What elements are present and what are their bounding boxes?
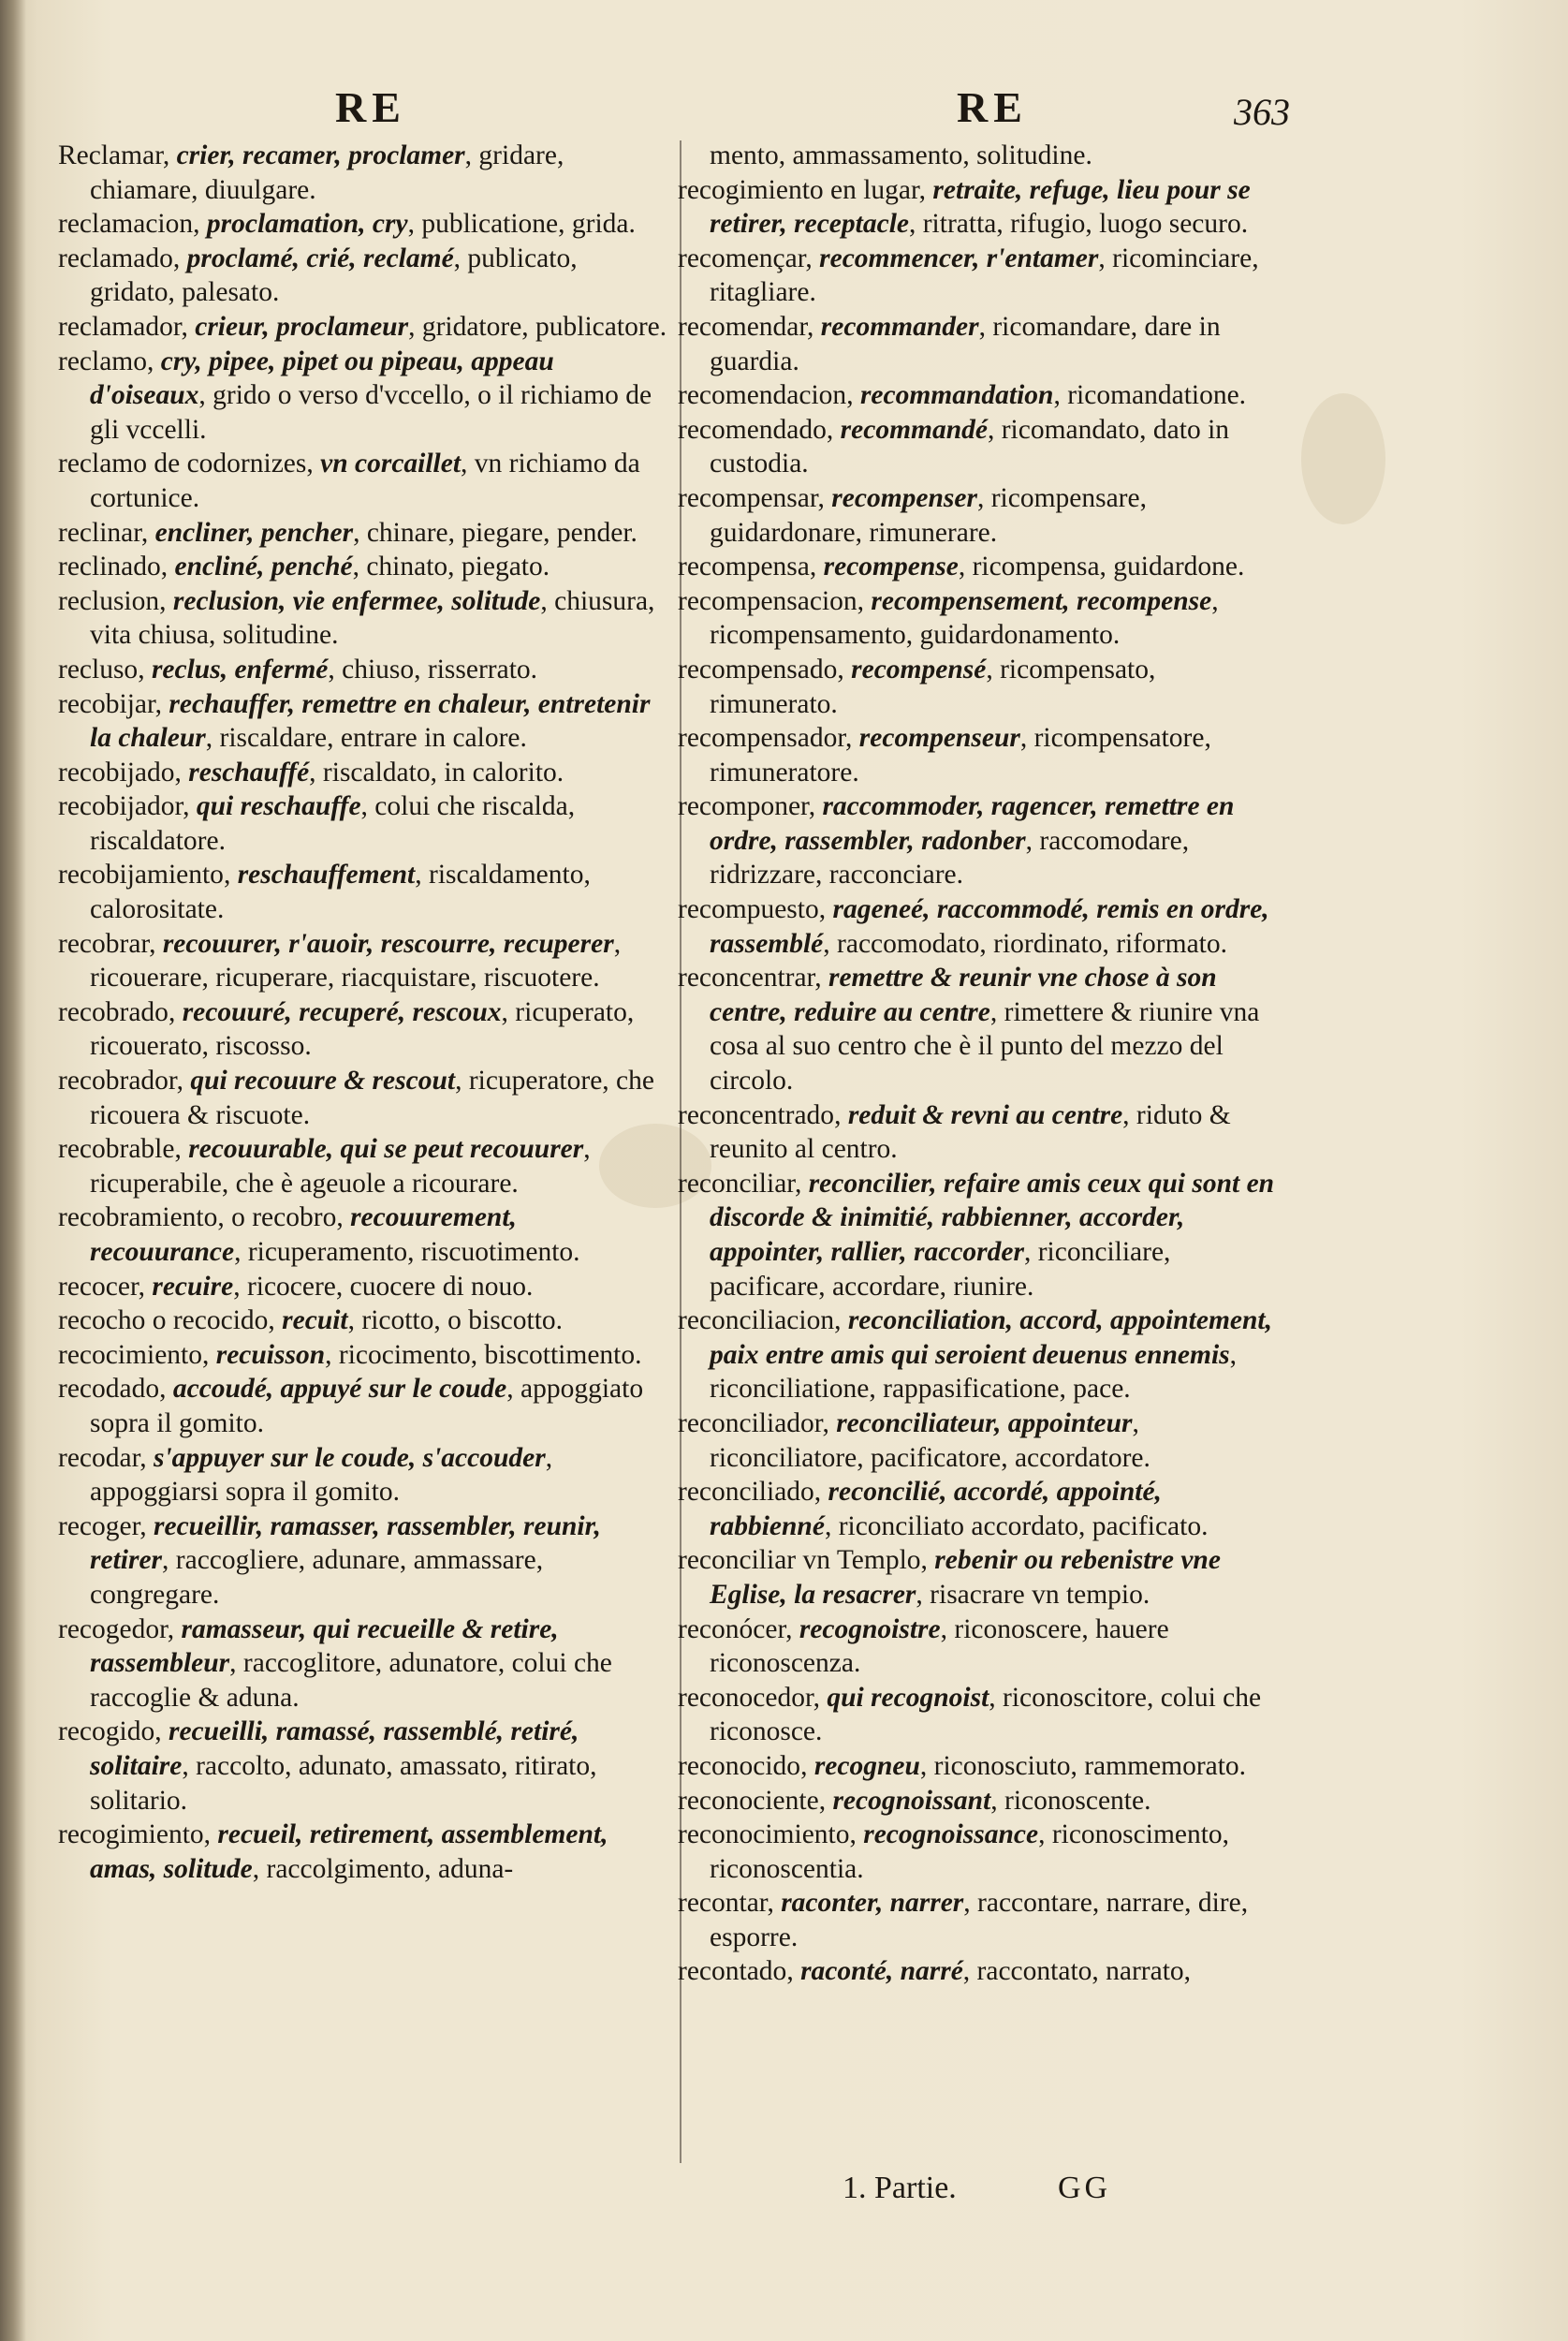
spanish-headword: recompensa	[678, 552, 810, 582]
dictionary-entry: reconciliacion, reconciliation, accord, appointement, paix entre amis qui seroient deuenus ennemis, riconciliatione, rappasificatione, pace.	[678, 1305, 1272, 1405]
italian-translation: raccolgimento, aduna-	[266, 1853, 514, 1884]
french-translation: recommandé	[840, 414, 988, 445]
italian-translation: ricompensare, guidardonare, rimunerare.	[710, 482, 1147, 548]
spanish-headword: reconciliar vn Templo	[678, 1545, 921, 1576]
spanish-headword: recogido	[58, 1716, 155, 1747]
italian-translation: ricompensatore, rimuneratore.	[710, 723, 1211, 788]
french-translation: recompensement, recompense	[871, 585, 1212, 616]
french-translation: retraite, refuge, lieu pour se retirer, receptacle	[710, 174, 1251, 240]
french-translation: recompense	[823, 552, 959, 582]
dictionary-entry: recompuesto, rageneé, raccommodé, remis en ordre, rassemblé, raccomodato, riordinato, riformato.	[678, 894, 1269, 959]
italian-translation: riscaldato, in calorito.	[322, 757, 564, 788]
dictionary-entry: recogimiento, recueil, retirement, assemblement, amas, solitude, raccolgimento, aduna-	[58, 1819, 608, 1884]
dictionary-entry: recocho o recocido, recuit, ricotto, o biscotto.	[58, 1305, 564, 1336]
french-translation: cry, pipee, pipet ou pipeau, appeau d'oiseaux	[90, 346, 554, 411]
italian-translation: raccomodare, ridrizzare, racconciare.	[710, 825, 1190, 891]
italian-translation: raccolto, adunato, amassato, ritirato, solitario.	[90, 1750, 597, 1816]
spanish-headword: reclamado	[58, 243, 173, 273]
italian-translation: ricotto, o biscotto.	[361, 1305, 564, 1336]
italian-translation: ricominciare, ritagliare.	[710, 243, 1259, 308]
spanish-headword: reclinar	[58, 517, 141, 548]
french-translation: recueil, retirement, assemblement, amas, solitude	[90, 1819, 608, 1884]
spanish-headword: recomendado	[678, 414, 827, 445]
dictionary-entry: recompensacion, recompensement, recompense, ricompensamento, guidardonamento.	[678, 585, 1219, 651]
spanish-headword: reconociente	[678, 1785, 819, 1816]
dictionary-entry: recocimiento, recuisson, ricocimento, biscottimento.	[58, 1339, 642, 1370]
french-translation: raccommoder, ragencer, remettre en ordre, rassembler, radonber	[710, 791, 1235, 856]
dictionary-entry: reclamado, proclamé, crié, reclamé, publicato, gridato, palesato.	[58, 243, 578, 308]
french-translation: recouurer, r'auoir, rescourre, recuperer	[162, 928, 614, 959]
dictionary-entry: recontar, raconter, narrer, raccontare, narrare, dire, esporre.	[678, 1888, 1249, 1952]
french-translation: reconciliation, accord, appointement, paix entre amis qui seroient deuenus ennemis	[710, 1305, 1272, 1370]
dictionary-entry: recobrable, recouurable, qui se peut recouurer, ricuperabile, che è ageuole a ricourare.	[58, 1134, 591, 1199]
spanish-headword: Reclamar	[58, 140, 163, 170]
italian-translation: chiuso, risserrato.	[342, 654, 538, 685]
french-translation: qui recognoist	[827, 1682, 989, 1713]
spanish-headword: reconciliacion	[678, 1305, 835, 1336]
spanish-headword: recogedor	[58, 1613, 168, 1644]
dictionary-entry: recogedor, ramasseur, qui recueille & retire, rassembleur, raccoglitore, adunatore, colui che raccoglie & aduna.	[58, 1613, 612, 1713]
italian-translation: raccoglitore, adunatore, colui che raccoglie & aduna.	[90, 1648, 612, 1713]
page-number: 363	[1234, 91, 1290, 133]
french-translation: recognoissance	[863, 1819, 1039, 1850]
dictionary-entry: recompensa, recompense, ricompensa, guidardone.	[678, 552, 1245, 582]
italian-translation: publicato, gridato, palesato.	[90, 243, 578, 308]
french-translation: reconciliateur, appointeur	[836, 1407, 1133, 1438]
italian-translation: ricompensamento, guidardonamento.	[710, 620, 1121, 651]
spanish-headword: recomendar	[678, 311, 808, 342]
french-translation: recommander	[820, 311, 979, 342]
dictionary-entry: recomençar, recommencer, r'entamer, ricominciare, ritagliare.	[678, 243, 1259, 308]
french-translation: reclus, enfermé	[151, 654, 329, 685]
french-translation: remettre & reunir vne chose à son centre, reduire au centre	[710, 963, 1217, 1027]
french-translation: qui reschauffe	[196, 791, 361, 822]
dictionary-entry: recomponer, raccommoder, ragencer, remettre en ordre, rassembler, radonber, raccomodare, ridrizzare, racconciare.	[678, 791, 1235, 891]
spanish-headword: reclamo de codornizes	[58, 449, 307, 479]
dictionary-entry: recontado, raconté, narré, raccontato, narrato,	[678, 1956, 1192, 1987]
french-translation: reschauffé	[188, 757, 310, 788]
spanish-headword: reconcentrado	[678, 1099, 835, 1130]
french-translation: recuisson	[215, 1339, 326, 1370]
french-translation: recognoissant	[832, 1785, 991, 1816]
spanish-headword: reclusion	[58, 585, 160, 616]
spanish-headword: recobijamiento	[58, 860, 224, 891]
dictionary-entry: reconciliar, reconcilier, refaire amis ceux qui sont en discorde & inimitié, rabbienner, accorder, appointer, rallier, raccorder, riconciliare, pacificare, accordare, riunire.	[678, 1168, 1275, 1302]
italian-translation: vn richiamo da cortunice.	[90, 449, 640, 513]
french-translation: rechauffer, remettre en chaleur, entretenir la chaleur	[90, 688, 651, 754]
french-translation: raconté, narré	[800, 1956, 963, 1987]
italian-translation: rimettere & riunire vna cosa al suo centro che è il punto del mezzo del circolo.	[710, 996, 1260, 1097]
dictionary-entry: recobramiento, o recobro, recouurement, recouurance, ricuperamento, riscuotimento.	[58, 1202, 580, 1267]
french-translation: qui recouure & rescout	[190, 1066, 456, 1097]
italian-translation: publicatione, grida.	[421, 209, 636, 240]
spanish-headword: recompensado	[678, 654, 838, 685]
french-translation: ramasseur, qui recueille & retire, rassembleur	[90, 1613, 559, 1679]
italian-translation: colui che riscalda, riscaldatore.	[90, 791, 576, 856]
dictionary-entry	[678, 139, 1286, 173]
footer-signature: GG	[1058, 2171, 1112, 2205]
italian-translation: riscaldamento, calorositate.	[90, 860, 591, 925]
dictionary-entry: reclamador, crieur, proclameur, gridatore, publicatore.	[58, 311, 667, 342]
italian-translation: risacrare vn tempio.	[930, 1579, 1150, 1610]
italian-translation: ricuperatore, che ricouera & riscuote.	[90, 1066, 654, 1130]
spanish-headword: recompuesto	[678, 894, 819, 925]
dictionary-entry: reconocido, recogneu, riconosciuto, rammemorato.	[678, 1750, 1247, 1781]
spanish-headword: recobrador	[58, 1066, 177, 1097]
italian-translation: ricouerare, ricuperare, riacquistare, riscuotere.	[90, 963, 600, 994]
dictionary-entry: reconócer, recognoistre, riconoscere, hauere riconoscenza.	[678, 1613, 1169, 1679]
spanish-headword: recluso	[58, 654, 139, 685]
italian-translation: raccontato, narrato,	[976, 1956, 1192, 1987]
dictionary-entry: recompensar, recompenser, ricompensare, guidardonare, rimunerare.	[678, 482, 1147, 548]
french-translation: recuit	[282, 1305, 348, 1336]
dictionary-entry: recobrador, qui recouure & rescout, ricuperatore, che ricouera & riscuote.	[58, 1066, 654, 1130]
dictionary-entry: reclusion, reclusion, vie enfermee, solitude, chiusura, vita chiusa, solitudine.	[58, 585, 655, 651]
spanish-headword: recocer	[58, 1271, 139, 1302]
french-translation: raconter, narrer	[781, 1888, 964, 1919]
dictionary-entry: reconociente, recognoissant, riconoscente.	[678, 1785, 1151, 1816]
dictionary-entry: recodado, accoudé, appuyé sur le coude, appoggiato sopra il gomito.	[58, 1374, 644, 1438]
spanish-headword: reconócer	[678, 1613, 786, 1644]
spanish-headword: reconocimiento	[678, 1819, 850, 1850]
spanish-headword: reconciliado	[678, 1477, 814, 1508]
dictionary-entry: recobijamiento, reschauffement, riscaldamento, calorositate.	[58, 860, 591, 925]
french-translation: proclamé, crié, reclamé	[186, 243, 454, 273]
italian-translation: riconoscitore, colui che riconosce.	[710, 1682, 1262, 1747]
french-translation: crieur, proclameur	[195, 311, 409, 342]
italian-translation: gridatore, publicatore.	[421, 311, 667, 342]
dictionary-entry: recomendado, recommandé, ricomandato, dato in custodia.	[678, 414, 1230, 479]
french-translation: reconcilier, refaire amis ceux qui sont en discorde & inimitié, rabbienner, accorder, appointer, rallier, raccorder	[710, 1168, 1275, 1267]
french-translation: encliner, pencher	[154, 517, 354, 548]
dictionary-entry: reclinar, encliner, pencher, chinare, piegare, pender.	[58, 517, 637, 548]
spanish-headword: recobijar	[58, 688, 155, 719]
french-translation: encliné, penché	[174, 552, 353, 582]
left-column	[58, 139, 668, 1886]
italian-translation: ricomandatione.	[1067, 380, 1247, 411]
spanish-headword: recobijador	[58, 791, 183, 822]
dictionary-entry: recobrar, recouurer, r'auoir, rescourre, recuperer, ricouerare, ricuperare, riacquistare, riscuotere.	[58, 928, 622, 994]
italian-translation: mento, ammassamento, solitudine.	[710, 140, 1092, 170]
italian-translation: chiusura, vita chiusa, solitudine.	[90, 585, 655, 651]
italian-translation: appoggiarsi sopra il gomito.	[90, 1477, 401, 1508]
dictionary-entry: recomendar, recommander, ricomandare, dare in guardia.	[678, 311, 1221, 376]
dictionary-entry: reconcentrado, reduit & revni au centre, riduto & reunito al centro.	[678, 1099, 1231, 1165]
italian-translation: chinare, piegare, pender.	[366, 517, 637, 548]
italian-translation: riconosciuto, rammemorato.	[933, 1750, 1247, 1781]
french-translation: recueillir, ramasser, rassembler, reunir, retirer	[90, 1510, 601, 1576]
dictionary-entry: recogimiento en lugar, retraite, refuge, lieu pour se retirer, receptacle, ritratta, rifugio, luogo securo.	[678, 174, 1251, 240]
italian-translation: riconoscente.	[1004, 1785, 1151, 1816]
italian-translation: raccontare, narrare, dire, esporre.	[710, 1888, 1249, 1952]
spanish-headword: recobrable	[58, 1134, 175, 1165]
italian-translation: ricuperato, ricouerato, riscosso.	[90, 996, 635, 1062]
french-translation: recognoistre	[799, 1613, 941, 1644]
dictionary-entry: recoger, recueillir, ramasser, rassembler, reunir, retirer, raccogliere, adunare, ammassare, congregare.	[58, 1510, 601, 1610]
dictionary-entry: recobijador, qui reschauffe, colui che riscalda, riscaldatore.	[58, 791, 576, 856]
dictionary-entry: recogido, recueilli, ramassé, rassemblé, retiré, solitaire, raccolto, adunato, amassato, ritirato, solitario.	[58, 1716, 597, 1816]
dictionary-entry: reconocedor, qui recognoist, riconoscitore, colui che riconosce.	[678, 1682, 1262, 1747]
dictionary-entry: recluso, reclus, enfermé, chiuso, risserrato.	[58, 654, 538, 685]
french-translation: recogneu	[813, 1750, 920, 1781]
french-translation: vn corcaillet	[320, 449, 462, 479]
spanish-headword: reconocedor	[678, 1682, 813, 1713]
dictionary-entry: reclamo, cry, pipee, pipet ou pipeau, appeau d'oiseaux, grido o verso d'vccello, o il richiamo de gli vccelli.	[58, 346, 652, 445]
italian-translation: ricomandare, dare in guardia.	[710, 311, 1221, 376]
dictionary-entry: recomendacion, recommandation, ricomandatione.	[678, 380, 1247, 411]
spanish-headword: recobramiento, o recobro	[58, 1202, 337, 1233]
dictionary-entry: recobijado, reschauffé, riscaldato, in calorito.	[58, 757, 564, 788]
italian-translation: riconoscimento, riconoscentia.	[710, 1819, 1230, 1884]
french-translation: recueilli, ramassé, rassemblé, retiré, solitaire	[90, 1716, 579, 1781]
dictionary-entry: reclamacion, proclamation, cry, publicatione, grida.	[58, 209, 636, 240]
spanish-headword: recodado	[58, 1374, 160, 1405]
italian-translation: ricomandato, dato in custodia.	[710, 414, 1230, 479]
french-translation: recommencer, r'entamer	[819, 243, 1099, 273]
spanish-headword: recompensacion	[678, 585, 857, 616]
french-translation: recouurable, qui se peut recouurer	[188, 1134, 584, 1165]
right-column	[678, 139, 1286, 1989]
running-head-left: RE	[335, 83, 406, 131]
dictionary-entry: reconciliar vn Templo, rebenir ou rebenistre vne Eglise, la resacrer, risacrare vn tempio.	[678, 1545, 1221, 1610]
italian-translation: riconoscere, hauere riconoscenza.	[710, 1613, 1169, 1679]
spanish-headword: reconocido	[678, 1750, 801, 1781]
spanish-headword: recompensar	[678, 482, 818, 513]
spanish-headword: recodar	[58, 1442, 140, 1473]
spanish-headword: recocho o recocido	[58, 1305, 269, 1336]
italian-translation: riconciliato accordato, pacificato.	[838, 1510, 1209, 1541]
french-translation: proclamation, cry	[206, 209, 408, 240]
french-translation: recompenseur	[858, 723, 1020, 754]
italian-translation: ricompensa, guidardone.	[972, 552, 1245, 582]
dictionary-entry: reconciliador, reconciliateur, appointeur, riconciliatore, pacificatore, accordatore.	[678, 1407, 1150, 1473]
french-translation: reschauffement	[237, 860, 416, 891]
paper-stain	[1301, 393, 1385, 524]
spanish-headword: reclamador	[58, 311, 182, 342]
french-translation: s'appuyer sur le coude, s'accouder	[154, 1442, 546, 1473]
dictionary-entry: reconcentrar, remettre & reunir vne chose à son centre, reduire au centre, rimettere & riunire vna cosa al suo centro che è il punto del mezzo del circolo.	[678, 963, 1260, 1097]
french-translation: reduit & revni au centre	[847, 1099, 1123, 1130]
dictionary-entry: recodar, s'appuyer sur le coude, s'accouder, appoggiarsi sopra il gomito.	[58, 1442, 553, 1508]
spanish-headword: recobrar	[58, 928, 150, 959]
italian-translation: raccomodato, riordinato, riformato.	[837, 928, 1227, 959]
spanish-headword: reconciliar	[678, 1168, 795, 1199]
spanish-headword: recomendacion	[678, 380, 847, 411]
italian-translation: riconciliatore, pacificatore, accordatore.	[710, 1442, 1150, 1473]
spanish-headword: recogimiento	[58, 1819, 204, 1850]
dictionary-entry: recocer, recuire, ricocere, cuocere di nouo.	[58, 1271, 534, 1302]
french-translation: recompensé	[851, 654, 987, 685]
french-translation: reclusion, vie enfermee, solitude	[172, 585, 541, 616]
spanish-headword: recoger	[58, 1510, 140, 1541]
running-head-right: RE	[957, 83, 1028, 131]
spanish-headword: recomençar	[678, 243, 806, 273]
spanish-headword: recontar	[678, 1888, 768, 1919]
spanish-headword: reconcentrar	[678, 963, 815, 994]
dictionary-entry: recompensador, recompenseur, ricompensatore, rimuneratore.	[678, 723, 1211, 788]
italian-translation: gridare, chiamare, diuulgare.	[90, 140, 564, 205]
french-translation: recouurement, recouurance	[90, 1202, 517, 1267]
french-translation: recompenser	[831, 482, 977, 513]
italian-translation: ricuperabile, che è ageuole a ricourare.	[90, 1168, 519, 1199]
italian-translation: riscaldare, entrare in calore.	[219, 723, 527, 754]
book-gutter-shadow	[0, 0, 26, 2341]
dictionary-entry: reconocimiento, recognoissance, riconoscimento, riconoscentia.	[678, 1819, 1230, 1884]
french-translation: recommandation	[859, 380, 1054, 411]
spanish-headword: recobijado	[58, 757, 175, 788]
dictionary-entry: recobrado, recouuré, recuperé, rescoux, ricuperato, ricouerato, riscosso.	[58, 996, 635, 1062]
italian-translation: riconciliare, pacificare, accordare, riunire.	[710, 1237, 1171, 1302]
spanish-headword: recontado	[678, 1956, 787, 1987]
dictionary-entry: recobijar, rechauffer, remettre en chaleur, entretenir la chaleur, riscaldare, entrare in calore.	[58, 688, 651, 754]
spanish-headword: recompensador	[678, 723, 846, 754]
italian-translation: ritratta, rifugio, luogo securo.	[922, 209, 1249, 240]
dictionary-entry: reclinado, encliné, penché, chinato, piegato.	[58, 552, 550, 582]
italian-translation: appoggiato sopra il gomito.	[90, 1374, 644, 1438]
italian-translation: ricocimento, biscottimento.	[338, 1339, 642, 1370]
spanish-headword: reclamo	[58, 346, 147, 376]
french-translation: accoudé, appuyé sur le coude	[172, 1374, 507, 1405]
footer-part-label: 1. Partie.	[843, 2171, 957, 2205]
french-translation: reconcilié, accordé, appointé, rabbienné	[710, 1477, 1162, 1541]
italian-translation: riduto & reunito al centro.	[710, 1099, 1231, 1165]
dictionary-entry: reclamo de codornizes, vn corcaillet, vn richiamo da cortunice.	[58, 449, 640, 513]
french-translation: rageneé, raccommodé, remis en ordre, rassemblé	[710, 894, 1269, 959]
italian-translation: chinato, piegato.	[366, 552, 550, 582]
italian-translation: ricompensato, rimunerato.	[710, 654, 1156, 719]
french-translation: rebenir ou rebenistre vne Eglise, la resacrer	[710, 1545, 1221, 1610]
italian-translation: raccogliere, adunare, ammassare, congregare.	[90, 1545, 544, 1610]
spanish-headword: recogimiento en lugar	[678, 174, 919, 205]
french-translation: recuire	[152, 1271, 234, 1302]
french-translation: recouuré, recuperé, rescoux	[182, 996, 502, 1027]
italian-translation: ricocere, cuocere di nouo.	[246, 1271, 534, 1302]
italian-translation: riconciliatione, rappasificatione, pace.	[710, 1374, 1131, 1405]
french-translation: crier, recamer, proclamer	[176, 140, 465, 170]
spanish-headword: recobrado	[58, 996, 169, 1027]
italian-translation: ricuperamento, riscuotimento.	[247, 1237, 580, 1267]
spanish-headword: recomponer	[678, 791, 809, 822]
italian-translation: grido o verso d'vccello, o il richiamo de gli vccelli.	[90, 380, 652, 445]
dictionary-entry: reconciliado, reconcilié, accordé, appointé, rabbienné, riconciliato accordato, pacificato.	[678, 1477, 1209, 1541]
spanish-headword: recocimiento	[58, 1339, 202, 1370]
spanish-headword: reclamacion	[58, 209, 194, 240]
spanish-headword: reconciliador	[678, 1407, 823, 1438]
spanish-headword: reclinado	[58, 552, 161, 582]
dictionary-entry: Reclamar, crier, recamer, proclamer, gridare, chiamare, diuulgare.	[58, 140, 564, 205]
dictionary-entry: recompensado, recompensé, ricompensato, rimunerato.	[678, 654, 1156, 719]
